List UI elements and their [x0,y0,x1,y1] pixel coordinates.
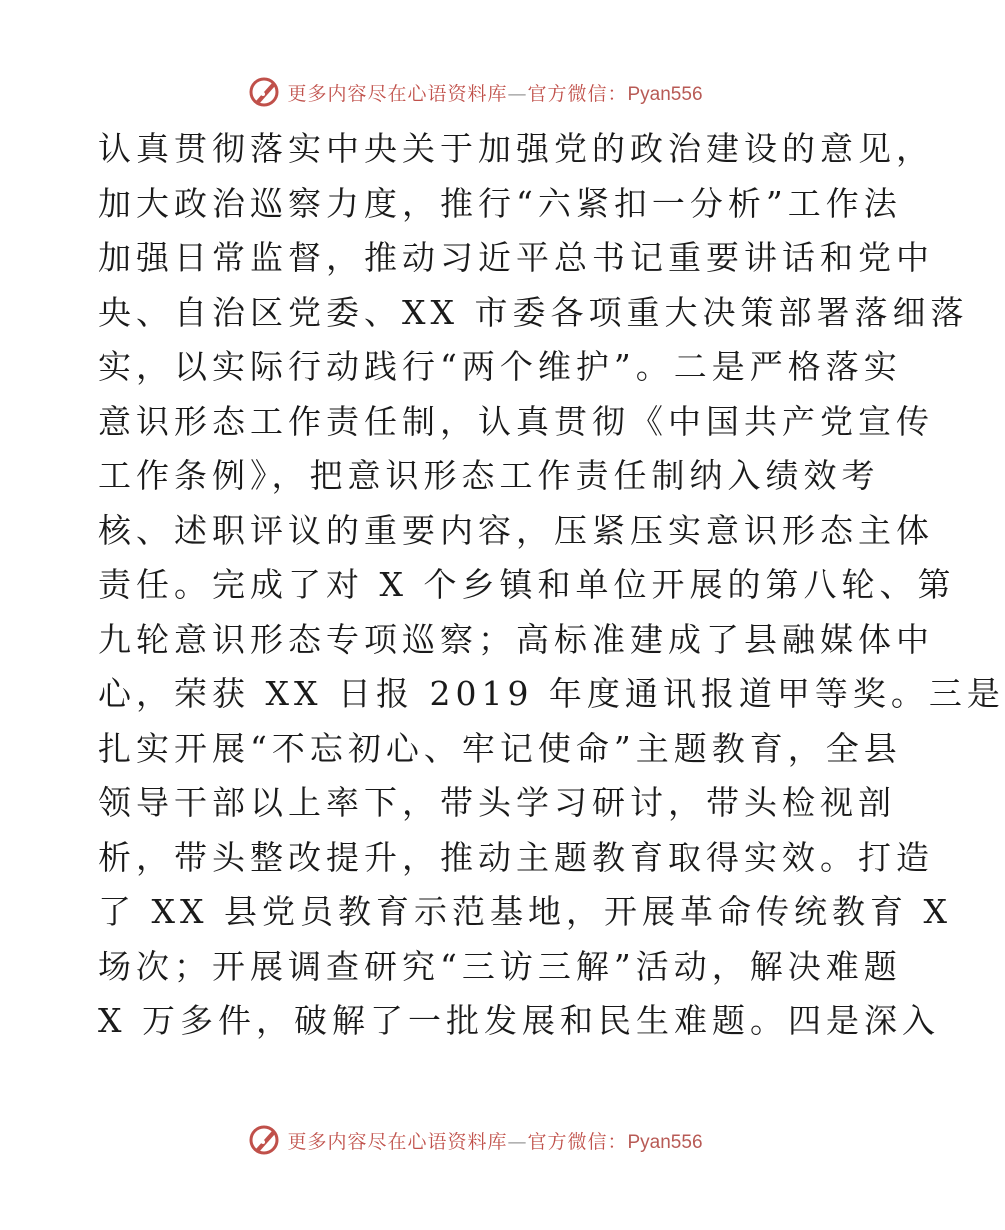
text-line: 扎实开展“不忘初心、牢记使命”主题教育，全县 [98,728,902,768]
text-line: 加大政治巡察力度，推行“六紧扣一分析”工作法 [98,183,902,223]
text-line: 领导干部以上率下，带头学习研讨，带头检视剖 [98,783,896,822]
text-line: 加强日常监督，推动习近平总书记重要讲话和党中 [98,238,934,277]
pen-logo-icon [247,75,281,109]
text-line: 核、述职评议的重要内容，压紧压实意识形态主体 [98,510,934,550]
watermark-text: 更多内容尽在心语资料库—官方微信：Pyan556 [287,82,703,105]
text-line: 认真贯彻落实中央关于加强党的政治建设的意见， [98,129,934,168]
text-line: 场次；开展调查研究“三访三解”活动，解决难题 [98,946,902,986]
text-line: 工作条例》，把意识形态工作责任制纳入绩效考 [98,456,880,495]
text-line: 心，荣获 XX 日报 2019 年度通讯报道甲等奖。三是 [98,674,1005,713]
text-line: 责任。完成了对 X 个乡镇和单位开展的第八轮、第 [98,565,956,604]
watermark-text: 更多内容尽在心语资料库—官方微信：Pyan556 [287,1130,703,1153]
footer-watermark [0,1118,950,1162]
header-watermark [0,70,950,114]
pen-logo-icon [247,1123,281,1157]
body-text [98,122,1005,1049]
text-line: 实，以实际行动践行“两个维护”。二是严格落实 [98,347,902,386]
text-line: 了 XX 县党员教育示范基地，开展革命传统教育 X [98,892,952,931]
text-line: 意识形态工作责任制，认真贯彻《中国共产党宣传 [98,401,934,441]
text-line: 九轮意识形态专项巡察；高标准建成了县融媒体中 [98,619,934,659]
text-line: 央、自治区党委、XX 市委各项重大决策部署落细落 [98,292,969,332]
text-line: X 万多件，破解了一批发展和民生难题。四是深入 [98,1001,940,1040]
text-line: 析，带头整改提升，推动主题教育取得实效。打造 [98,837,934,877]
